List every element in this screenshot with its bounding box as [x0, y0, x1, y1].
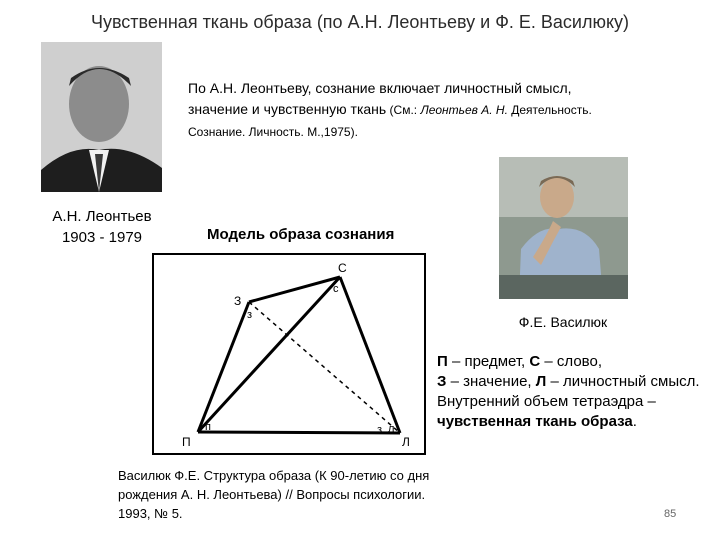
leontiev-portrait	[41, 42, 162, 192]
tetrahedron-diagram	[145, 250, 435, 460]
diagram-frame	[153, 254, 425, 454]
edge-z-l-hidden	[249, 302, 400, 433]
label-p-outer: П	[182, 435, 191, 449]
label-c-inner: с	[333, 283, 339, 295]
edge-p-l	[198, 432, 400, 433]
portrait-silhouette-icon	[41, 42, 162, 192]
slide-title: Чувственная ткань образа (по А.Н. Леонтьеву и Ф. Е. Василюку)	[90, 12, 630, 32]
intro-text: По А.Н. Леонтьеву, сознание включает личностный смысл, значение и чувственную ткань	[188, 80, 572, 117]
legend-desc-c: – слово,	[540, 353, 602, 370]
leontiev-caption	[32, 206, 172, 248]
legend-line-3	[437, 392, 713, 432]
label-z-inner: з	[247, 309, 253, 321]
intro-paragraph	[188, 78, 628, 143]
legend-line-2	[437, 372, 713, 392]
model-title: Модель образа сознания	[207, 226, 395, 243]
leontiev-name: А.Н. Леонтьев	[52, 208, 152, 225]
legend-key-l: Л	[535, 373, 547, 390]
legend-desc-z: – значение,	[446, 373, 536, 390]
edge-z-p	[198, 302, 249, 432]
legend-line-1	[437, 352, 713, 372]
legend-volume-text: Внутренний объем тетраэдра –	[437, 393, 656, 410]
legend-text	[437, 352, 713, 432]
label-z-inner-bottom: з	[377, 424, 383, 436]
photo-silhouette-icon	[499, 157, 628, 299]
edge-c-p	[198, 277, 340, 432]
legend-period: .	[632, 413, 637, 430]
legend-key-z: З	[437, 373, 447, 390]
edge-l-c	[340, 277, 400, 433]
edge-c-z	[249, 277, 340, 302]
legend-key-c: С	[529, 353, 541, 370]
legend-desc-l: – личностный смысл.	[546, 373, 700, 390]
ref-rest: Деятельность. Сознание. Личность. М.,1975).	[188, 103, 592, 139]
label-l-outer: Л	[402, 435, 410, 449]
legend-desc-p: – предмет,	[447, 353, 530, 370]
legend-volume-term: чувственная ткань образа	[437, 413, 633, 430]
label-l-inner: л	[388, 423, 395, 435]
vasilyuk-photo	[499, 157, 628, 299]
label-c-outer: С	[338, 261, 347, 275]
ref-author: Леонтьев А. Н.	[420, 103, 508, 117]
source-citation: Василюк Ф.Е. Структура образа (К 90-летию со дня рождения А. Н. Леонтьева) // Вопросы психологии. 1993, № 5.	[118, 468, 430, 521]
page-number: 85	[664, 508, 677, 520]
legend-key-p: П	[437, 353, 448, 370]
ref-prefix: (См.:	[386, 103, 421, 117]
vasilyuk-caption: Ф.Е. Василюк	[518, 314, 608, 330]
label-p-inner: п	[205, 421, 211, 433]
leontiev-years: 1903 - 1979	[61, 229, 143, 246]
label-z-outer: З	[234, 294, 242, 308]
